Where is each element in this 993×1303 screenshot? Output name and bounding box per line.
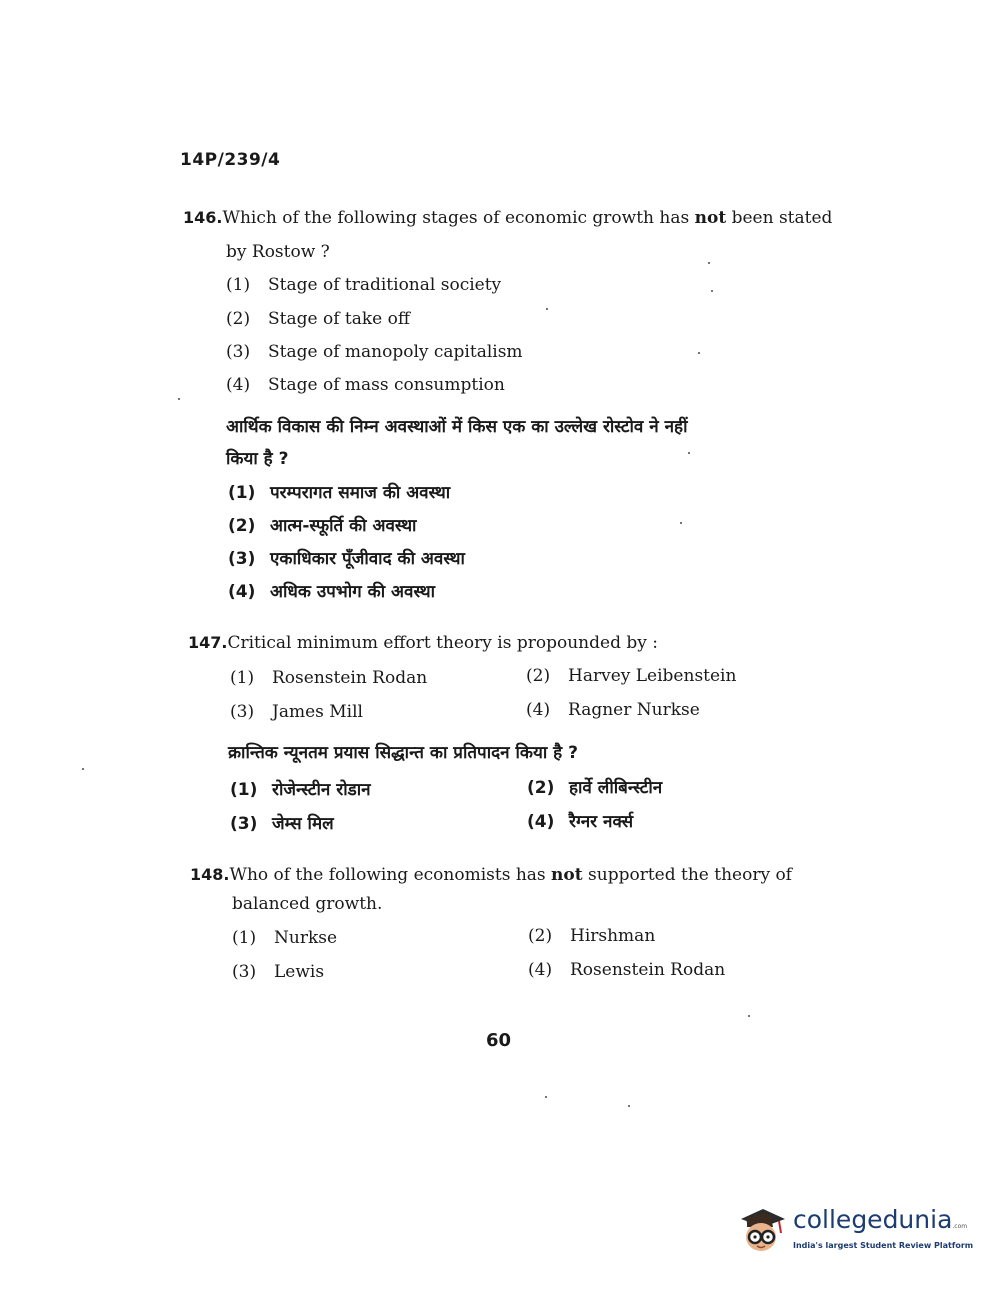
option-number: (3) (230, 814, 258, 834)
option-number: (2) (527, 778, 555, 798)
option-147-2[interactable] (526, 666, 736, 686)
question-146-hindi-line1: आर्थिक विकास की निम्न अवस्थाओं में किस एक का उल्लेख रोस्टोव ने नहीं (226, 417, 688, 437)
option-text: Rosenstein Rodan (570, 960, 726, 980)
option-number: (1) (230, 668, 255, 688)
option-text: एकाधिकार पूँजीवाद की अवस्था (270, 549, 465, 569)
option-text: हार्वे लीबिन्स्टीन (569, 778, 663, 798)
collegedunia-logo[interactable] (735, 1197, 974, 1259)
option-146-hindi-4[interactable] (228, 579, 435, 602)
option-147-4[interactable] (526, 700, 700, 720)
scan-speck (546, 308, 548, 310)
option-146-hindi-1[interactable] (228, 480, 450, 503)
option-number: (1) (232, 928, 257, 948)
option-text: Nurkse (274, 928, 338, 948)
question-text: Critical minimum effort theory is propounded by : (227, 633, 658, 653)
option-148-1[interactable] (232, 928, 337, 948)
option-text: रोजेन्स्टीन रोडान (272, 780, 371, 800)
option-number: (1) (230, 780, 258, 800)
option-148-3[interactable] (232, 962, 324, 982)
question-number: 148. (190, 865, 230, 884)
option-text: Stage of traditional society (268, 275, 502, 295)
option-text: परम्परागत समाज की अवस्था (270, 483, 451, 503)
option-147-hindi-3[interactable] (230, 811, 334, 834)
page-number: 60 (486, 1030, 512, 1051)
question-text: been stated (731, 208, 833, 228)
question-148-line1 (190, 865, 792, 885)
option-number: (4) (228, 582, 256, 602)
option-number: (2) (528, 926, 553, 946)
question-148-line2: balanced growth. (232, 894, 383, 914)
option-text: Stage of take off (268, 309, 410, 329)
option-148-2[interactable] (528, 926, 655, 946)
scan-speck (708, 262, 710, 264)
option-number: (4) (226, 375, 251, 395)
logo-name: collegedunia (793, 1205, 953, 1234)
mascot-icon (735, 1197, 791, 1257)
option-text: रैग्नर नर्क्स (569, 812, 634, 832)
scan-speck (545, 1096, 547, 1098)
option-number: (3) (226, 342, 251, 362)
option-number: (2) (526, 666, 551, 686)
option-146-3[interactable] (226, 342, 523, 362)
option-text: Ragner Nurkse (568, 700, 700, 720)
option-text: Harvey Leibenstein (568, 666, 737, 686)
option-text: अधिक उपभोग की अवस्था (270, 582, 435, 602)
option-147-hindi-1[interactable] (230, 777, 371, 800)
question-text: Who of the following economists has (229, 865, 546, 885)
option-number: (3) (232, 962, 257, 982)
question-146-line1 (183, 208, 832, 228)
option-number: (2) (228, 516, 256, 536)
option-text: Stage of manopoly capitalism (268, 342, 523, 362)
emphasis-not: not (551, 865, 583, 885)
question-number: 146. (183, 208, 223, 227)
logo-suffix: .com (952, 1223, 968, 1230)
option-146-2[interactable] (226, 309, 410, 329)
scan-speck (688, 452, 690, 454)
paper-code: 14P/239/4 (180, 150, 281, 170)
logo-tagline: India's largest Student Review Platform (793, 1241, 974, 1250)
option-number: (4) (526, 700, 551, 720)
question-number: 147. (188, 633, 228, 652)
option-text: Stage of mass consumption (268, 375, 505, 395)
option-147-3[interactable] (230, 702, 363, 722)
option-number: (4) (527, 812, 555, 832)
option-number: (1) (228, 483, 256, 503)
question-text: Which of the following stages of economic growth has (222, 208, 690, 228)
option-text: आत्म-स्फूर्ति की अवस्था (270, 516, 417, 536)
logo-wordmark (793, 1205, 967, 1234)
option-147-hindi-4[interactable] (527, 809, 633, 832)
option-147-1[interactable] (230, 668, 427, 688)
question-text: supported the theory of (588, 865, 792, 885)
option-number: (3) (228, 549, 256, 569)
scan-speck (178, 398, 180, 400)
scan-speck (680, 522, 682, 524)
option-147-hindi-2[interactable] (527, 775, 662, 798)
emphasis-not: not (694, 208, 727, 228)
scan-speck (748, 1015, 750, 1017)
scan-speck (711, 290, 713, 292)
option-number: (3) (230, 702, 255, 722)
question-146-line2: by Rostow ? (226, 242, 330, 262)
option-text: James Mill (272, 702, 363, 722)
question-147-hindi: क्रान्तिक न्यूनतम प्रयास सिद्धान्त का प्रतिपादन किया है ? (228, 743, 578, 763)
option-number: (2) (226, 309, 251, 329)
option-148-4[interactable] (528, 960, 725, 980)
option-text: Rosenstein Rodan (272, 668, 428, 688)
question-146-hindi-line2: किया है ? (226, 449, 289, 469)
scan-speck (698, 352, 700, 354)
scan-speck (82, 768, 84, 770)
option-146-hindi-2[interactable] (228, 513, 416, 536)
option-number: (4) (528, 960, 553, 980)
option-text: जेम्स मिल (272, 814, 334, 834)
option-number: (1) (226, 275, 251, 295)
scan-speck (628, 1105, 630, 1107)
option-146-hindi-3[interactable] (228, 546, 465, 569)
option-text: Lewis (274, 962, 325, 982)
question-147 (188, 633, 658, 653)
option-text: Hirshman (570, 926, 656, 946)
option-146-4[interactable] (226, 375, 505, 395)
option-146-1[interactable] (226, 275, 501, 295)
